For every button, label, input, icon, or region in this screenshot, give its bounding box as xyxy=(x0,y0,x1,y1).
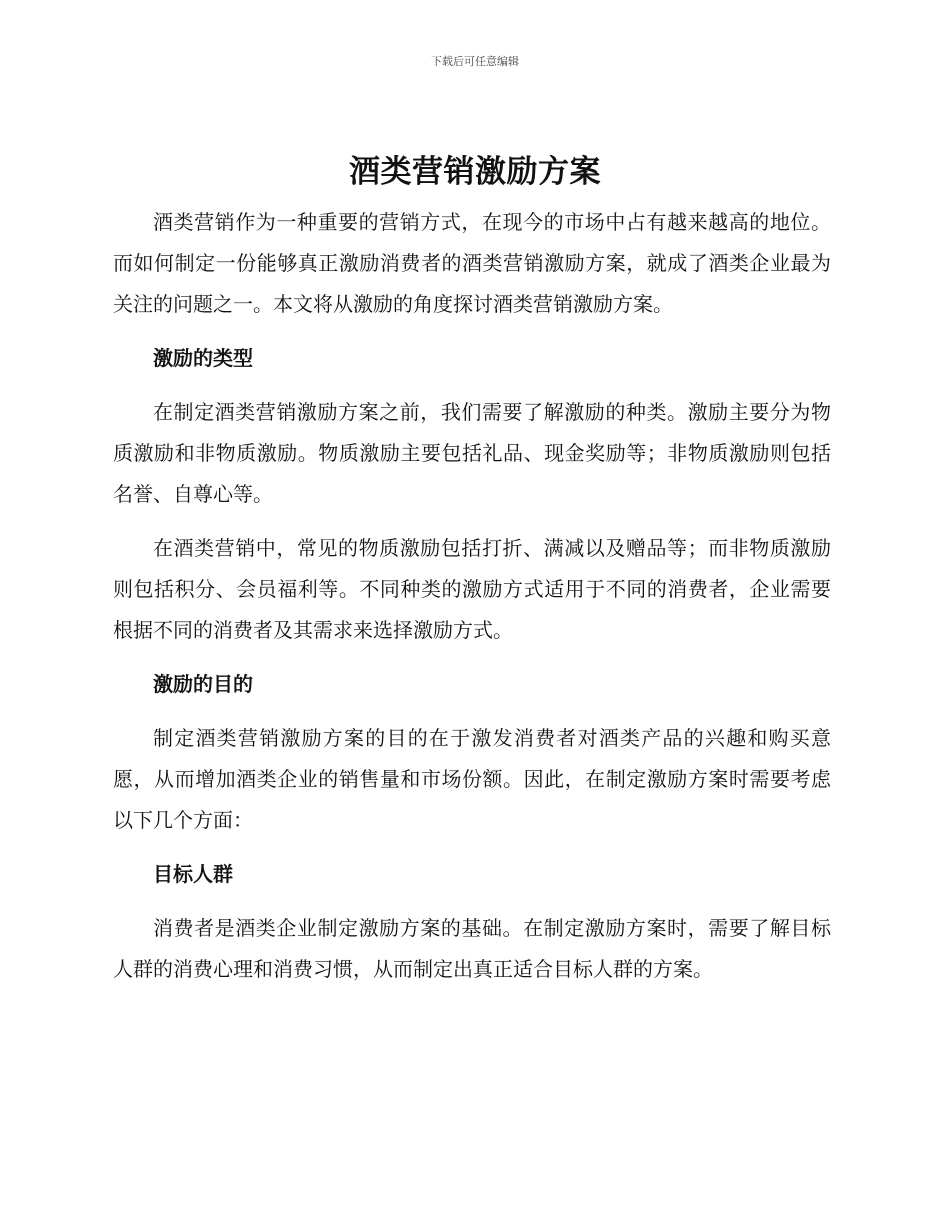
intro-paragraph: 酒类营销作为一种重要的营销方式，在现今的市场中占有越来越高的地位。而如何制定一份能够真正激励消费者的酒类营销激励方案，就成了酒类企业最为关注的问题之一。本文将从激励的角度探讨酒类营销激励方案。 xyxy=(113,210,831,316)
section-heading-target: 目标人群 xyxy=(153,862,233,886)
paragraph-target: 消费者是酒类企业制定激励方案的基础。在制定激励方案时，需要了解目标人群的消费心理和消费习惯，从而制定出真正适合目标人群的方案。 xyxy=(113,916,831,981)
document-title: 酒类营销激励方案 xyxy=(349,154,601,190)
header-note: 下载后可任意编辑 xyxy=(431,55,519,68)
paragraph-purpose: 制定酒类营销激励方案的目的在于激发消费者对酒类产品的兴趣和购买意愿，从而增加酒类企业的销售量和市场份额。因此，在制定激励方案时需要考虑以下几个方面： xyxy=(113,726,831,832)
document-body xyxy=(113,202,831,990)
section-heading-purpose: 激励的目的 xyxy=(153,672,253,696)
section-heading-types: 激励的类型 xyxy=(153,346,253,370)
paragraph-types-2: 在酒类营销中，常见的物质激励包括打折、满减以及赠品等；而非物质激励则包括积分、会员福利等。不同种类的激励方式适用于不同的消费者，企业需要根据不同的消费者及其需求来选择激励方式。 xyxy=(113,536,831,642)
paragraph-types-1: 在制定酒类营销激励方案之前，我们需要了解激励的种类。激励主要分为物质激励和非物质激励。物质激励主要包括礼品、现金奖励等；非物质激励则包括名誉、自尊心等。 xyxy=(113,400,831,506)
